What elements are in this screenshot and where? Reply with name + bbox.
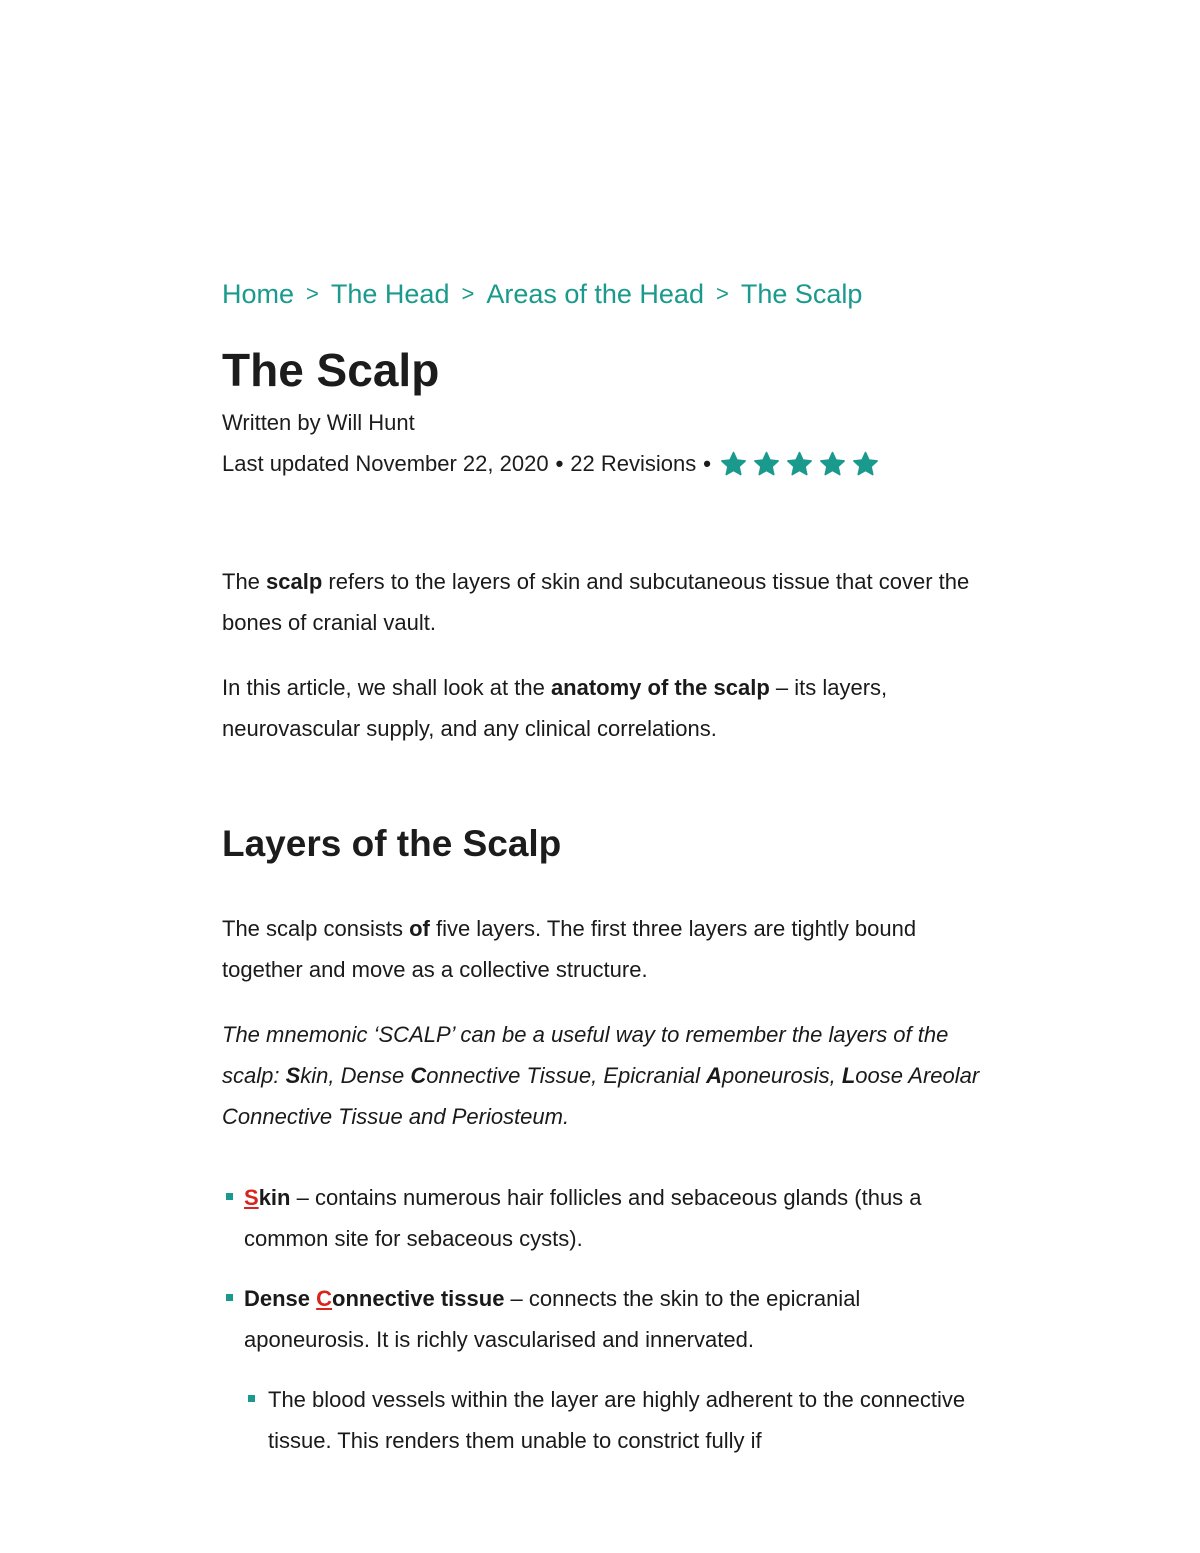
star-icon[interactable] [786,451,813,477]
breadcrumb-the-scalp-link[interactable]: The Scalp [740,279,863,309]
star-icon[interactable] [852,451,879,477]
breadcrumb-areas-of-the-head-link[interactable]: Areas of the Head [486,279,704,309]
layers-paragraph: The scalp consists of five layers. The first three layers are tightly bound together and move as a collective structure. [222,916,917,982]
meta-separator: • [703,451,711,476]
breadcrumb [222,270,992,320]
author-byline: Written by Will Hunt [222,410,415,435]
layers-list [222,1177,992,1461]
article-meta [222,449,992,479]
star-rating[interactable] [720,451,879,477]
mnemonic-paragraph: The mnemonic ‘SCALP’ can be a useful way to remember the layers of the scalp: Skin, Dense Connective Tissue, Epicranial Aponeurosis, Loose Areolar Connective Tissue and Periosteum. [222,1022,980,1129]
page-title: The Scalp [222,344,440,396]
list-item-dense-connective-tissue: Dense Connective tissue – connects the skin to the epicranial aponeurosis. It is richly vascularised and innervated. The blood vessels within the layer are highly adherent to the connective tissue. This renders them unable to constrict fully if [222,1278,992,1461]
breadcrumb-home-link[interactable]: Home [222,279,295,309]
intro-paragraph-2: In this article, we shall look at the anatomy of the scalp – its layers, neurovascular supply, and any clinical correlations. [222,675,888,741]
list-item-skin: Skin – contains numerous hair follicles and sebaceous glands (thus a common site for sebaceous cysts). [222,1177,992,1259]
section-heading-layers: Layers of the Scalp [222,823,562,864]
chevron-right-icon: > [306,281,319,306]
last-updated: Last updated November 22, 2020 [222,451,549,476]
chevron-right-icon: > [461,281,475,306]
star-icon[interactable] [819,451,846,477]
sub-list [244,1379,992,1461]
chevron-right-icon: > [715,281,729,306]
star-icon[interactable] [720,451,747,477]
revisions-link[interactable]: 22 Revisions [570,451,697,476]
sub-list-item: The blood vessels within the layer are highly adherent to the connective tissue. This renders them unable to constrict fully if [244,1379,992,1461]
breadcrumb-the-head-link[interactable]: The Head [330,279,450,309]
intro-paragraph-1: The scalp refers to the layers of skin and subcutaneous tissue that cover the bones of cranial vault. [222,569,970,635]
star-icon[interactable] [753,451,780,477]
meta-separator: • [555,451,564,476]
article [222,270,992,1480]
